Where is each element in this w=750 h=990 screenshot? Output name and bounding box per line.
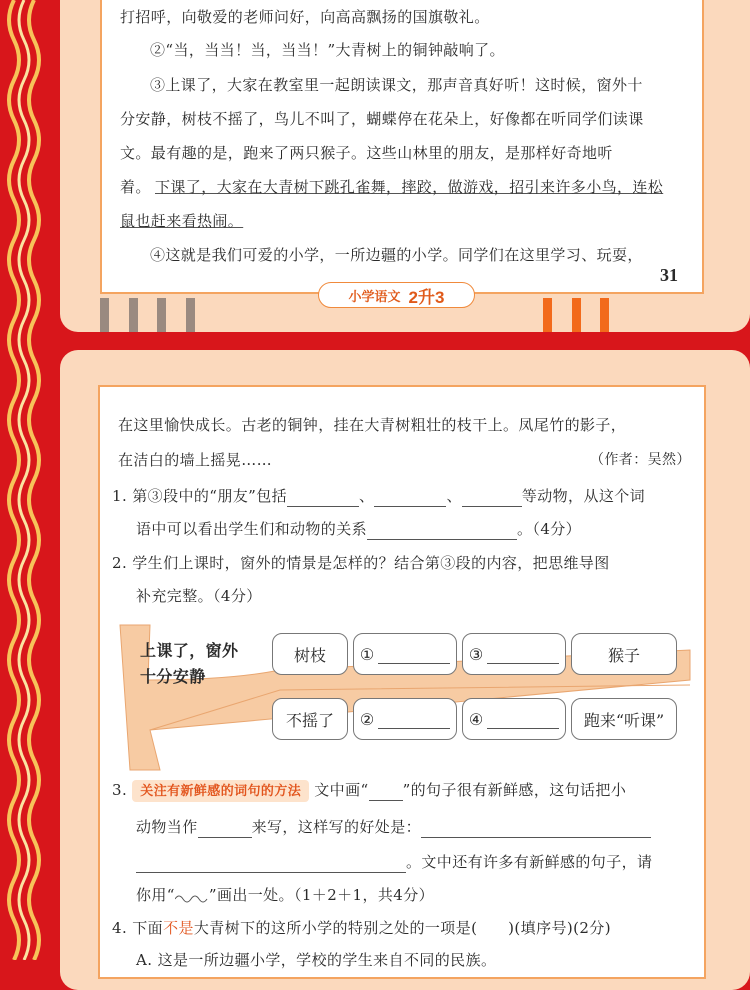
mind-map-box-branch: 树枝	[272, 633, 348, 675]
mind-map-box-blank-2[interactable]	[353, 698, 457, 740]
deco-bar	[129, 298, 138, 332]
question-4-option-a[interactable]: A. 这是一所边疆小学，学校的学生来自不同的民族。	[136, 951, 497, 969]
footer-subject: 小学语文	[348, 288, 401, 304]
blank-4-line[interactable]	[487, 710, 559, 729]
deco-bar	[186, 298, 195, 332]
q1-text-a: 1. 第③段中的“朋友”包括	[112, 487, 288, 505]
q3-blank-3[interactable]	[136, 854, 406, 873]
p1-line-2: ②“当，当当！当，当当！”大青树上的铜钟敲响了。	[150, 41, 505, 59]
wavy-underline-sample	[175, 889, 209, 903]
question-2-line-2: 补充完整。（4分）	[136, 587, 262, 605]
p1-line-3: ③上课了，大家在教室里一起朗读课文，那声音真好听！这时候，窗外十	[150, 76, 643, 94]
question-3-line-3	[136, 847, 652, 877]
question-3-line-2	[136, 812, 651, 842]
question-1-line-2	[136, 514, 581, 544]
q3-number: 3.	[112, 781, 128, 799]
q1-blank-3[interactable]	[462, 488, 522, 507]
deco-bar	[600, 298, 609, 332]
q1-text-c: 语中可以看出学生们和动物的关系	[136, 520, 368, 538]
question-3-line-1	[112, 775, 626, 805]
q3-blank-1[interactable]	[198, 819, 252, 838]
deco-bar	[572, 298, 581, 332]
p1-line-6b-underlined: 下课了，大家在大青树下跳孔雀舞，摔跤，做游戏，招引来许多小鸟，连松	[155, 178, 664, 196]
p1-line-1: 打招呼，向敬爱的老师问好，向高高飘扬的国旗敬礼。	[120, 8, 490, 26]
mind-map-box-listen-class: 跑来“听课”	[571, 698, 677, 740]
q3-text-c: 动物当作	[136, 818, 198, 836]
mind-map-box-blank-1[interactable]	[353, 633, 457, 675]
book-footer-badge	[318, 282, 475, 308]
blank-1-marker: ①	[359, 644, 375, 664]
q3-text-a: 文中画“	[314, 781, 369, 799]
question-2-line-1: 2. 学生们上课时，窗外的情景是怎样的？结合第③段的内容，把思维导图	[112, 554, 610, 572]
blank-3-marker: ③	[468, 644, 484, 664]
q1-text-b: 等动物，从这个词	[521, 487, 646, 505]
blank-2-line[interactable]	[378, 710, 450, 729]
q1-text-d: 。（4分）	[517, 520, 582, 538]
page-number: 31	[660, 265, 678, 285]
p2-passage-line-1: 在这里愉快成长。古老的铜钟，挂在大青树粗壮的枝干上。凤尾竹的影子，	[118, 416, 627, 434]
q3-text-d: 来写，这样写的好处是：	[251, 818, 422, 836]
mind-map-box-monkey: 猴子	[571, 633, 677, 675]
deco-bar	[157, 298, 166, 332]
p1-line-8: ④这就是我们可爱的小学，一所边疆的小学。同学们在这里学习、玩耍，	[150, 246, 643, 264]
footer-grade: 2升3	[408, 287, 445, 307]
q3-text-e: 。文中还有许多有新鲜感的句子，请	[406, 853, 653, 871]
q3-text-f: 你用“	[136, 886, 175, 904]
p2-passage-line-2: 在洁白的墙上摇晃……	[118, 451, 273, 469]
mind-map-box-not-swaying: 不摇了	[272, 698, 348, 740]
q1-blank-1[interactable]	[287, 488, 359, 507]
p1-line-4: 分安静，树枝不摇了，鸟儿不叫了，蝴蝶停在花朵上，好像都在听同学们读课	[120, 110, 644, 128]
blank-2-marker: ②	[359, 709, 375, 729]
q4-text-b: 大青树下的这所小学的特别之处的一项是( )(填序号)(2分)	[193, 919, 611, 937]
blank-1-line[interactable]	[378, 645, 450, 664]
q1-sep-1: 、	[359, 487, 375, 505]
p1-line-7-underlined: 鼠也赶来看热闹。	[120, 212, 244, 230]
question-4-line-1	[112, 913, 611, 943]
q4-emphasis: 不是	[163, 919, 194, 937]
q3-text-b: ”的句子很有新鲜感，这句话把小	[402, 781, 627, 799]
method-tag: 关注有新鲜感的词句的方法	[132, 780, 309, 802]
q4-text-a: 4. 下面	[112, 919, 164, 937]
q3-text-g: ”画出一处。（1＋2＋1，共4分）	[208, 886, 435, 904]
decorative-ribbon	[0, 0, 46, 960]
deco-bar	[100, 298, 109, 332]
q3-underline-sample	[369, 782, 403, 801]
blank-4-marker: ④	[468, 709, 484, 729]
question-3-line-4	[136, 880, 434, 910]
question-1-line-1	[112, 481, 645, 511]
blank-3-line[interactable]	[487, 645, 559, 664]
mind-map-root-line-1: 上课了，窗外	[140, 643, 239, 660]
mind-map-root-line-2: 十分安静	[140, 669, 206, 686]
mind-map-box-blank-3[interactable]	[462, 633, 566, 675]
author-credit: （作者：吴然）	[590, 452, 691, 468]
q1-blank-2[interactable]	[374, 488, 446, 507]
q1-blank-4[interactable]	[367, 521, 517, 540]
p1-line-5: 文。最有趣的是，跑来了两只猴子。这些山林里的朋友，是那样好奇地听	[120, 144, 613, 162]
deco-bar	[543, 298, 552, 332]
p1-line-6a: 着。	[120, 178, 151, 196]
q3-blank-2[interactable]	[421, 819, 651, 838]
mind-map-box-blank-4[interactable]	[462, 698, 566, 740]
q1-sep-2: 、	[446, 487, 462, 505]
